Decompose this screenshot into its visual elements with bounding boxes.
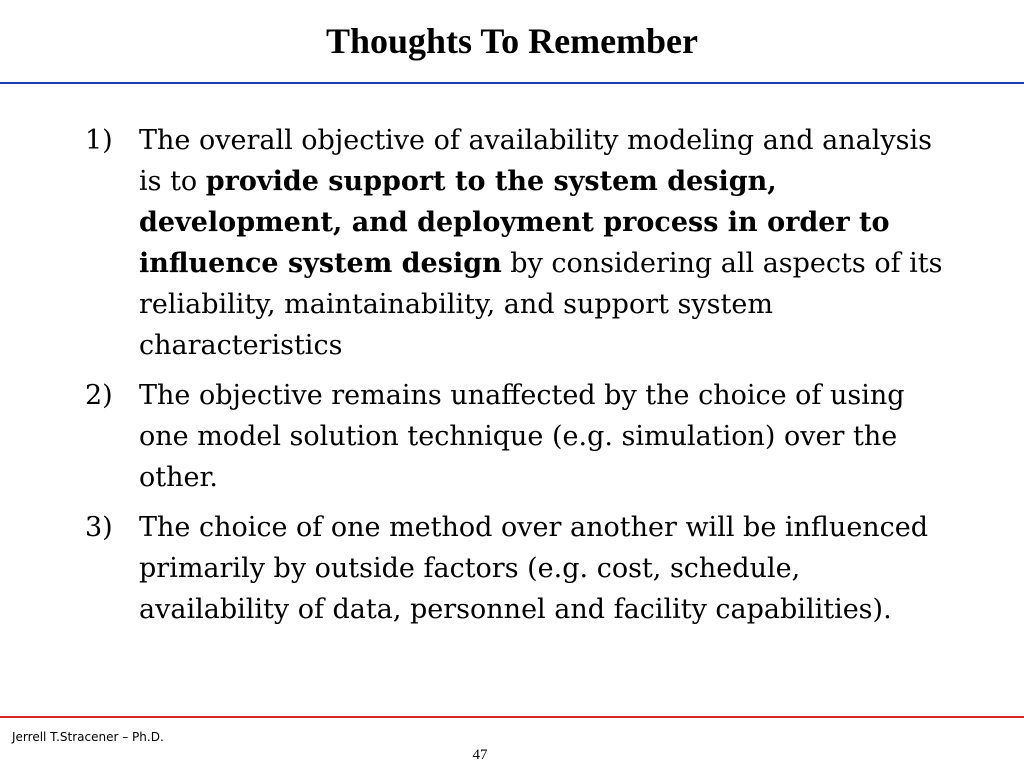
list-item-number: 1) [85, 125, 113, 156]
text-segment: The overall objective of availability modeling and analysis is to [139, 125, 932, 197]
list-item-text [139, 120, 945, 366]
list-item [85, 375, 945, 498]
bold-text-segment: provide support to the system design, development, and deployment process in order to influence system design [139, 166, 890, 279]
list-item [85, 120, 945, 366]
list-item-text [139, 375, 945, 498]
footer-author: Jerrell T.Stracener – Ph.D. [12, 730, 164, 744]
slide-title: Thoughts To Remember [325, 21, 699, 61]
footer-divider [0, 716, 1024, 718]
numbered-list [85, 120, 945, 639]
text-segment: The choice of one method over another will be influenced primarily by outside factors (e.g. cost, schedule, availability of data, personnel and facility capabilities). [139, 512, 929, 625]
text-segment: The objective remains unaffected by the choice of using one model solution technique (e.g. simulation) over the other. [139, 380, 905, 493]
list-item-number: 2) [85, 380, 113, 411]
page-number: 47 [472, 747, 488, 763]
list-item-number: 3) [85, 512, 113, 543]
list-item-text [139, 507, 945, 630]
text-segment: by considering all aspects of its reliability, maintainability, and support system characteristics [139, 248, 943, 361]
title-divider [0, 82, 1024, 84]
list-item [85, 507, 945, 630]
